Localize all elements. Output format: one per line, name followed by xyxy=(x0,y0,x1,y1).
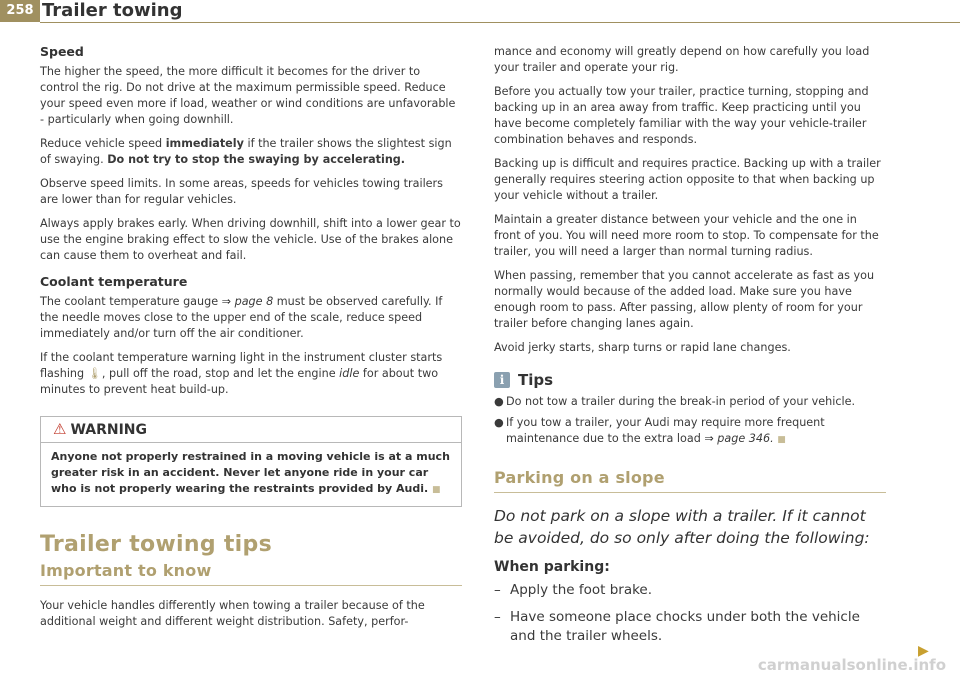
step-text: Apply the foot brake. xyxy=(510,582,653,598)
warning-body xyxy=(41,443,461,506)
tips-header xyxy=(494,372,886,388)
right-paragraph-1: mance and economy will greatly depend on how carefully you load your trailer and operate your rig. xyxy=(494,45,870,74)
page-reference-link[interactable]: ⇒ page 8 xyxy=(221,295,274,308)
right-paragraph-4: Maintain a greater distance between your vehicle and the one in front of you. You will need more room to stop. To compensate for the trailer, you will need a larger than normal turning radius. xyxy=(494,213,879,258)
when-parking-heading: When parking: xyxy=(494,559,610,575)
emphasis: immediately xyxy=(165,137,244,150)
coolant-heading: Coolant temperature xyxy=(40,274,188,289)
section-title: Trailer towing tips xyxy=(40,532,272,557)
parking-lead: Do not park on a slope with a trailer. If it cannot be avoided, do so only after doing the following: xyxy=(494,507,870,547)
tip-text xyxy=(506,415,886,448)
emphasis: Do not try to stop the swaying by accelerating. xyxy=(107,153,406,166)
header-divider xyxy=(40,22,960,23)
tip-text: Do not tow a trailer during the break-in period of your vehicle. xyxy=(506,395,856,408)
end-mark-icon: ■ xyxy=(777,435,786,445)
text: if the trailer shows the slightest sign of swaying. xyxy=(40,137,452,166)
speed-paragraph-1: The higher the speed, the more difficult it becomes for the driver to control the rig. Do not drive at the maximum permissible speed. Reduce your speed even more if load, weather or wind conditions are unfavorable - particularly when going downhill. xyxy=(40,65,456,126)
right-paragraph-3: Backing up is difficult and requires practice. Backing up with a trailer generally requires steering action opposite to that when backing up your vehicle without a trailer. xyxy=(494,157,881,202)
parking-heading: Parking on a slope xyxy=(494,468,665,487)
coolant-paragraph-1 xyxy=(40,294,462,342)
text: must be observed carefully. If the needle moves close to the upper end of the scale, reduce speed immediately and/or turn off the air conditioner. xyxy=(40,295,443,340)
text: , pull off the road, stop and let the engine xyxy=(101,367,340,380)
dash-marker: – xyxy=(494,609,501,625)
tip-item xyxy=(494,394,886,410)
info-icon: i xyxy=(494,372,510,388)
text: for about two minutes to prevent heat build-up. xyxy=(40,367,439,396)
left-column xyxy=(40,44,462,638)
coolant-temperature-icon: 🌡 xyxy=(87,367,102,380)
speed-paragraph-4: Always apply brakes early. When driving downhill, shift into a lower gear to use the engine braking effect to slow the vehicle. Use of the brakes alone can cause them to overheat and fail. xyxy=(40,217,461,262)
warning-box xyxy=(40,416,462,507)
speed-heading: Speed xyxy=(40,44,84,59)
subsection-title: Important to know xyxy=(40,561,212,580)
right-paragraph-2: Before you actually tow your trailer, practice turning, stopping and backing up in an area away from traffic. Keep practicing until you have become completely familiar with the way your vehicle-trailer combination behaves and responds. xyxy=(494,85,869,146)
tip-item xyxy=(494,415,886,448)
bullet-icon: ● xyxy=(494,395,504,408)
next-page-arrow-icon[interactable]: ▶ xyxy=(918,643,929,659)
text: The coolant temperature gauge xyxy=(40,295,222,308)
right-paragraph-5: When passing, remember that you cannot accelerate as fast as you normally would because of the added load. Make sure you have enough room to pass. After passing, allow plenty of room for your trailer before changing lanes again. xyxy=(494,269,875,330)
text: Reduce vehicle speed xyxy=(40,137,166,150)
end-mark-icon: ■ xyxy=(432,485,441,495)
bullet-icon: ● xyxy=(494,416,504,429)
page-reference-link[interactable]: ⇒ page 346. xyxy=(704,432,774,445)
idle-term: idle xyxy=(339,367,360,380)
warning-header xyxy=(41,417,461,443)
step-text: Have someone place chocks under both the vehicle and the trailer wheels. xyxy=(510,609,860,644)
text: If the coolant temperature warning light in the instrument cluster starts flashing xyxy=(40,351,443,380)
right-column xyxy=(494,44,886,654)
step-item xyxy=(494,581,886,600)
dash-marker: – xyxy=(494,582,501,598)
page-title: Trailer towing xyxy=(42,0,183,21)
page-number: 258 xyxy=(0,0,40,22)
speed-paragraph-3: Observe speed limits. In some areas, speeds for vehicles towing trailers are lower than for regular vehicles. xyxy=(40,177,443,206)
subsection-divider xyxy=(40,585,462,586)
warning-text: Anyone not properly restrained in a moving vehicle is at a much greater risk in an accident. Never let anyone ride in your car who is not properly wearing the restraints provided by Audi. xyxy=(51,450,450,495)
text: If you tow a trailer, your Audi may require more frequent maintenance due to the extra load xyxy=(506,416,825,445)
coolant-paragraph-2 xyxy=(40,350,462,398)
right-paragraph-6: Avoid jerky starts, sharp turns or rapid lane changes. xyxy=(494,341,791,354)
warning-triangle-icon: ⚠ xyxy=(53,420,67,438)
tips-label: Tips xyxy=(518,371,554,389)
watermark: carmanualsonline.info xyxy=(757,656,946,674)
parking-divider xyxy=(494,492,886,493)
important-paragraph: Your vehicle handles differently when towing a trailer because of the additional weight and different weight distribution. Safety, perfor- xyxy=(40,599,425,628)
speed-paragraph-2 xyxy=(40,136,462,168)
step-item xyxy=(494,608,886,646)
warning-title: WARNING xyxy=(70,422,148,438)
